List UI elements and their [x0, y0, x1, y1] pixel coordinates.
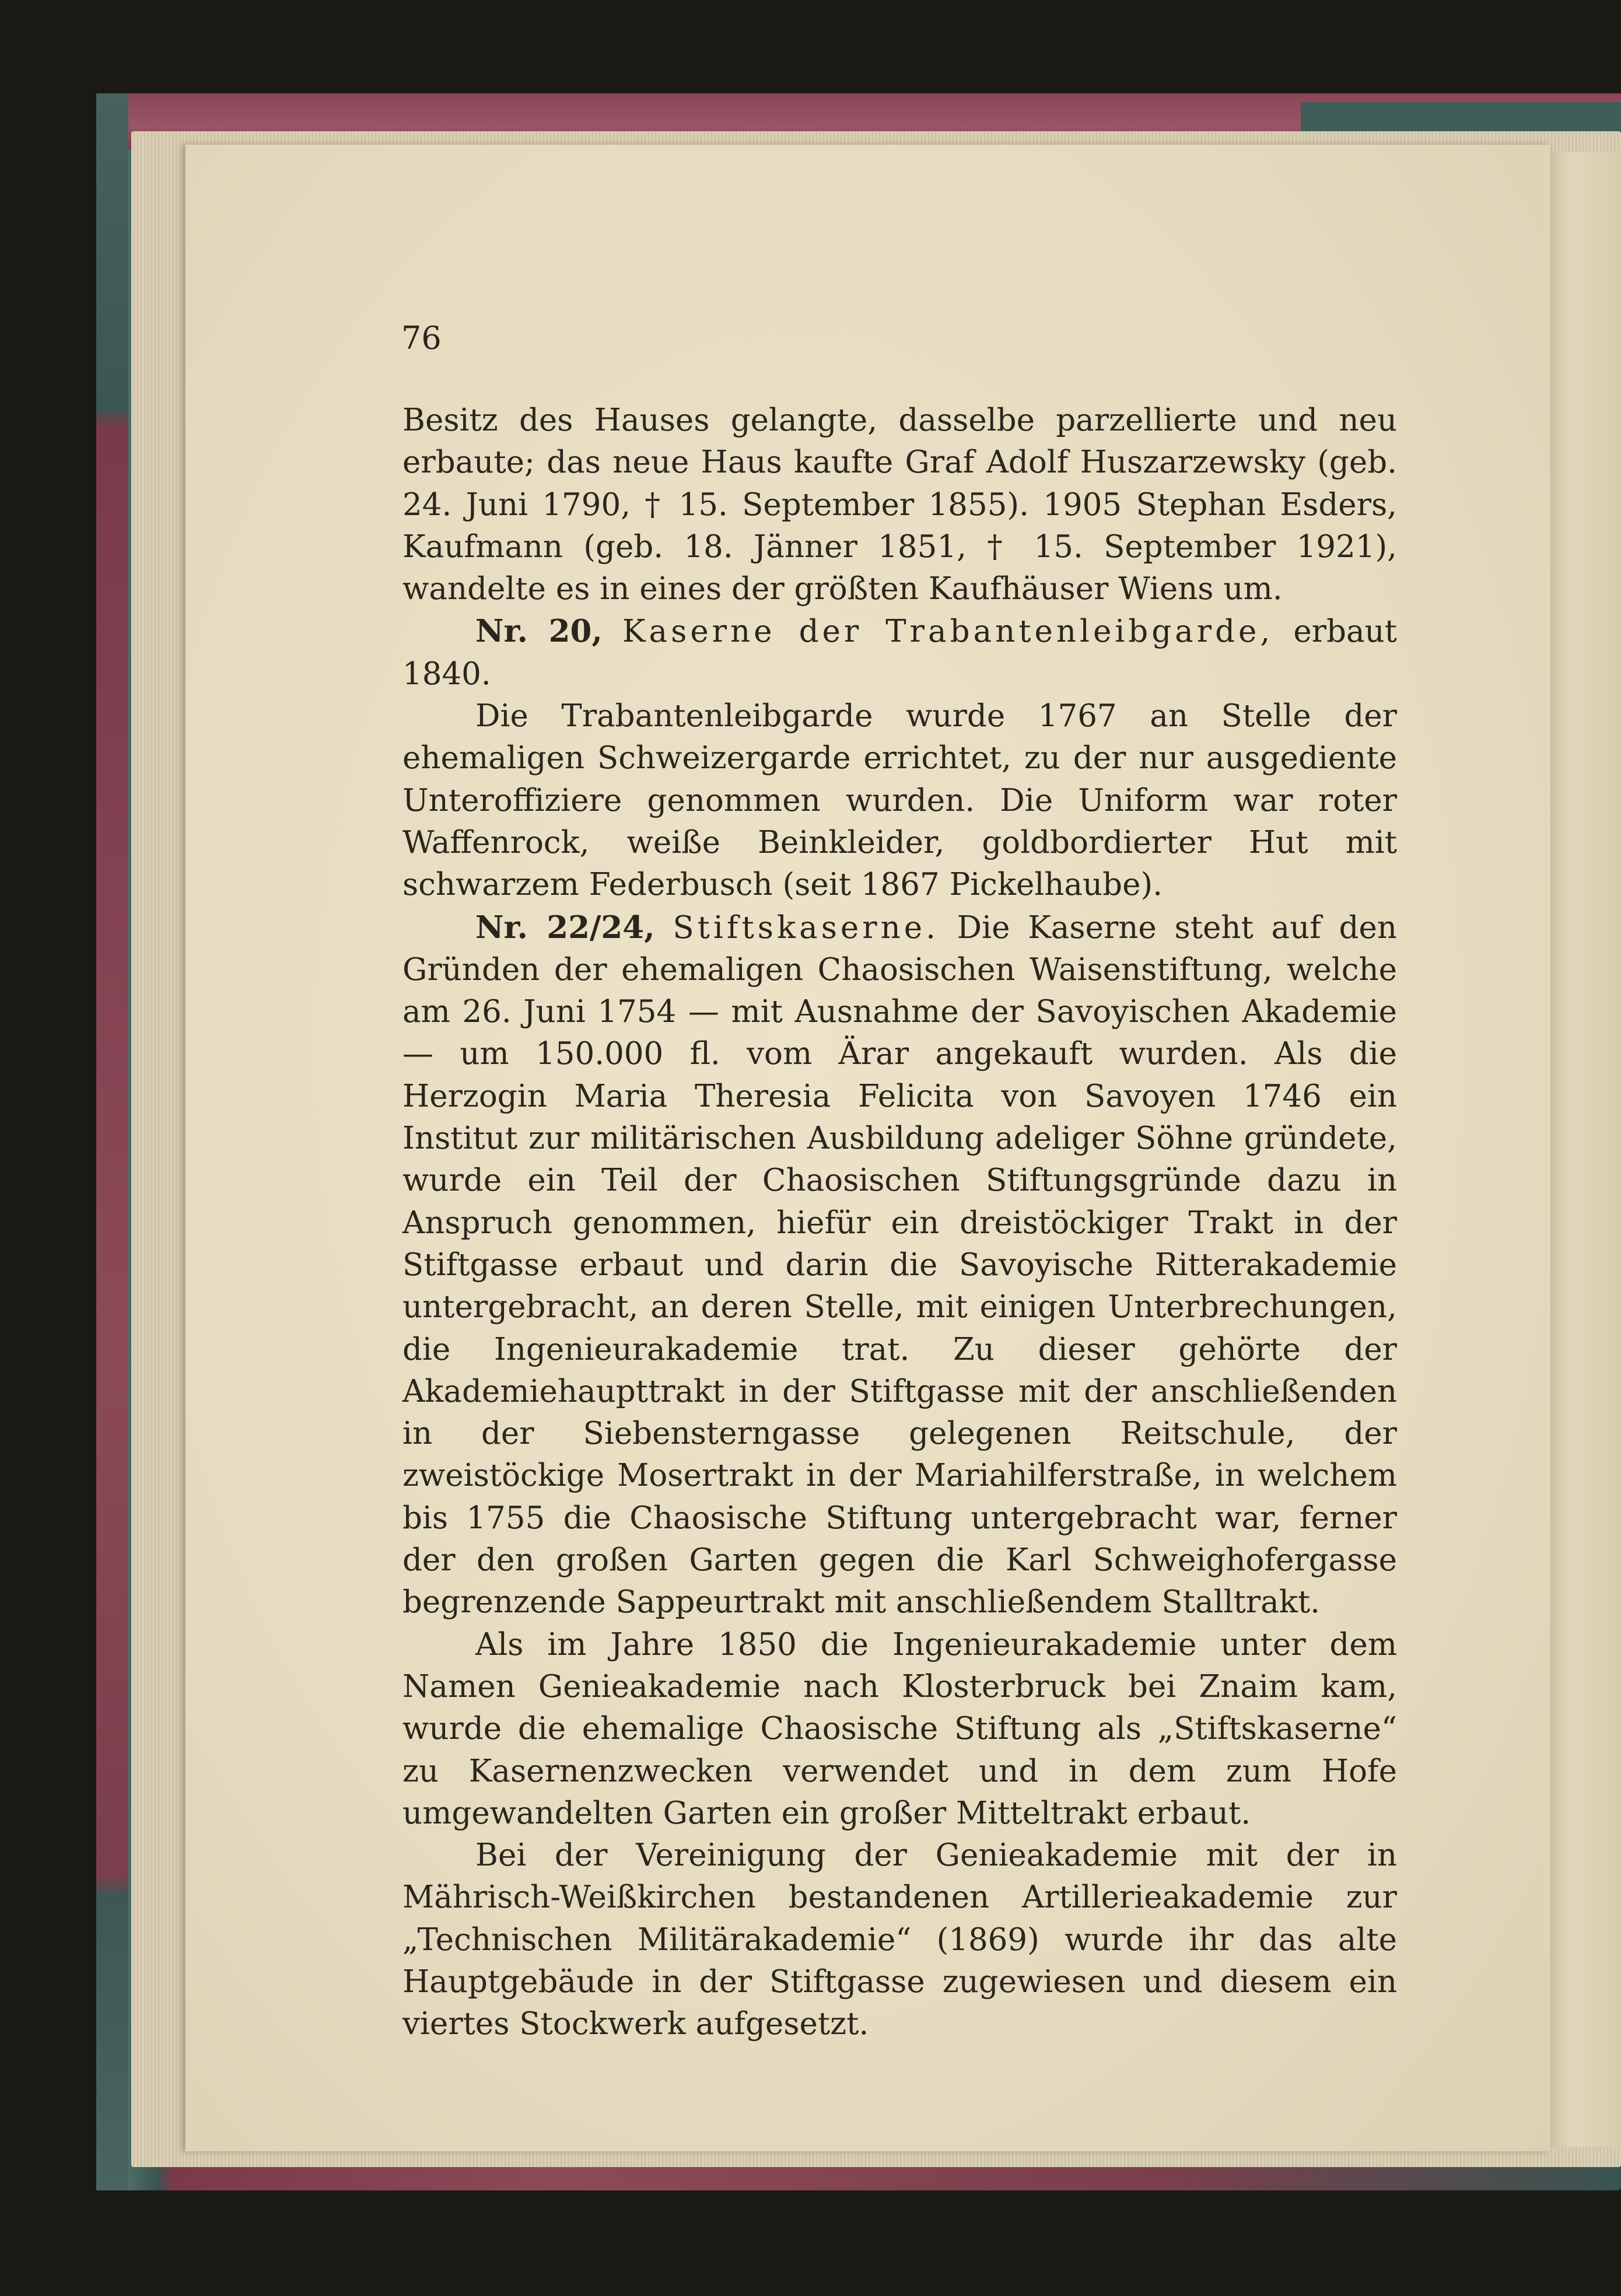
section-number: Nr. 20,: [475, 613, 603, 650]
section-title: Kaserne der Trabantenleibgarde,: [622, 614, 1274, 650]
section-title: Stiftskaserne.: [673, 909, 939, 946]
book-spine-edge: [96, 93, 128, 2190]
section-body-text: Die Kaserne steht auf den Gründen der ehemaligen Chaosischen Waisenstiftung, welche am 26. Juni 1754 — mit Ausnahme der Savoyischen Akademie — um 150.000 fl. vom Ärar angekauft wurden. Als die Herzogin Maria Theresia Felicita von Savoyen 1746 ein Institut zur militärischen Ausbildung adeliger Söhne gründete, wurde ein Teil der Chaosischen Stiftungsgründe dazu in Anspruch genommen, hiefür ein dreistöckiger Trakt in der Stiftgasse erbaut und darin die Savoyische Ritterakademie untergebracht, an deren Stelle, mit einigen Unterbrechungen, die Ingenieurakademie trat. Zu dieser gehörte der Akademiehaupttrakt in der Stiftgasse mit der anschließenden in der Siebensterngasse gelegenen Reitschule, der zweistöckige Mosertrakt in der Mariahilferstraße, in welchem bis 1755 die Chaosische Stiftung untergebracht war, ferner der den großen Garten gegen die Karl Schweighofergasse begrenzende Sappeurtrakt mit anschließendem Stalltrakt.: [402, 909, 1397, 1620]
section-heading-text: erbaut 1840.: [402, 614, 1397, 692]
facing-page-edge: [1550, 152, 1621, 2147]
paragraph: Bei der Vereinigung der Genieakademie mit der in Mährisch-Weißkirchen bestandenen Artillerieakademie zur „Technischen Militärakademie“ (1869) wurde ihr das alte Hauptgebäude in der Stiftgasse zugewiesen und diesem ein viertes Stockwerk aufgesetzt.: [402, 1838, 1397, 2042]
page-text: [402, 400, 1397, 2046]
section-heading-paragraph: [402, 907, 1397, 1624]
paragraph: Die Trabantenleibgarde wurde 1767 an Stelle der ehemaligen Schweizergarde errichtet, zu der nur ausgediente Unteroffiziere genommen wurden. Die Uniform war roter Waffenrock, weiße Beinkleider, goldbordierter Hut mit schwarzem Federbusch (seit 1867 Pickelhaube).: [402, 698, 1397, 903]
paragraph: Besitz des Hauses gelangte, dasselbe parzellierte und neu erbaute; das neue Haus kaufte Graf Adolf Huszarzewsky (geb. 24. Juni 1790, † 15. September 1855). 1905 Stephan Esders, Kaufmann (geb. 18. Jänner 1851, † 15. September 1921), wandelte es in eines der größten Kaufhäuser Wiens um.: [402, 402, 1397, 607]
section-number: Nr. 22/24,: [475, 909, 655, 946]
page-number: 76: [401, 320, 442, 356]
paragraph: Als im Jahre 1850 die Ingenieurakademie unter dem Namen Genieakademie nach Klosterbruck bei Znaim kam, wurde die ehemalige Chaosische Stiftung als „Stiftskaserne“ zu Kasernenzwecken verwendet und in dem zum Hofe umgewandelten Garten ein großer Mitteltrakt erbaut.: [402, 1626, 1397, 1831]
section-heading-paragraph: [402, 610, 1397, 695]
